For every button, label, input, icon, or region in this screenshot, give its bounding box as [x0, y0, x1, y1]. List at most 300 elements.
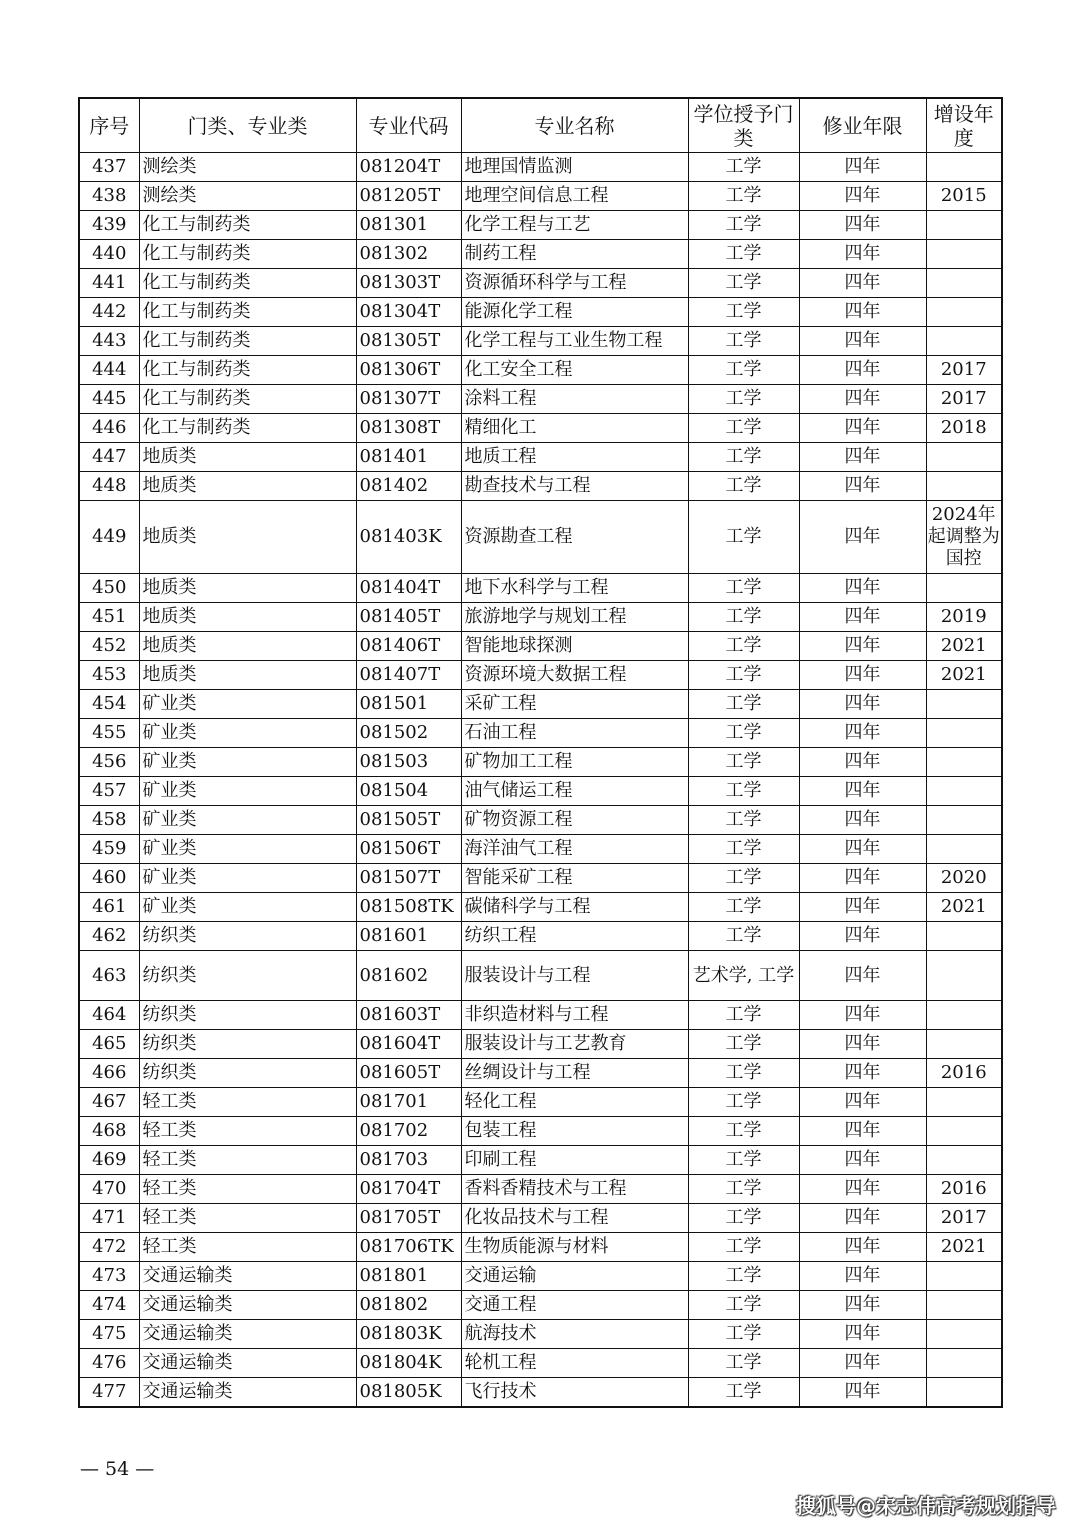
header-degree: 学位授予门类 [688, 98, 799, 153]
cell-added [926, 777, 1002, 806]
cell-added [926, 951, 1002, 1001]
cell-added [926, 1349, 1002, 1378]
cell-code: 081602 [356, 951, 461, 1001]
table-row [79, 690, 1002, 719]
cell-seq: 442 [79, 298, 139, 327]
cell-category: 矿业类 [139, 835, 356, 864]
cell-added: 2017 [926, 356, 1002, 385]
cell-degree: 工学 [688, 864, 799, 893]
header-category: 门类、专业类 [139, 98, 356, 153]
cell-category: 纺织类 [139, 1001, 356, 1030]
table-row [79, 385, 1002, 414]
cell-degree: 工学 [688, 632, 799, 661]
cell-name: 交通工程 [461, 1291, 688, 1320]
cell-added: 2018 [926, 414, 1002, 443]
cell-name: 非织造材料与工程 [461, 1001, 688, 1030]
cell-years: 四年 [799, 269, 926, 298]
cell-code: 081801 [356, 1262, 461, 1291]
cell-name: 化学工程与工业生物工程 [461, 327, 688, 356]
cell-added: 2016 [926, 1059, 1002, 1088]
cell-seq: 447 [79, 443, 139, 472]
cell-degree: 工学 [688, 269, 799, 298]
cell-code: 081304T [356, 298, 461, 327]
cell-category: 地质类 [139, 661, 356, 690]
cell-name: 智能地球探测 [461, 632, 688, 661]
cell-category: 轻工类 [139, 1117, 356, 1146]
cell-degree: 工学 [688, 298, 799, 327]
cell-category: 轻工类 [139, 1088, 356, 1117]
cell-years: 四年 [799, 1378, 926, 1407]
cell-seq: 476 [79, 1349, 139, 1378]
cell-name: 碳储科学与工程 [461, 893, 688, 922]
cell-years: 四年 [799, 1291, 926, 1320]
cell-added [926, 443, 1002, 472]
cell-added [926, 327, 1002, 356]
table-row [79, 182, 1002, 211]
table-row [79, 1146, 1002, 1175]
cell-seq: 449 [79, 501, 139, 574]
cell-category: 交通运输类 [139, 1291, 356, 1320]
cell-category: 轻工类 [139, 1204, 356, 1233]
cell-years: 四年 [799, 690, 926, 719]
cell-name: 旅游地学与规划工程 [461, 603, 688, 632]
cell-years: 四年 [799, 864, 926, 893]
cell-category: 轻工类 [139, 1146, 356, 1175]
cell-degree: 工学 [688, 153, 799, 182]
cell-degree: 工学 [688, 385, 799, 414]
cell-category: 交通运输类 [139, 1320, 356, 1349]
cell-code: 081301 [356, 211, 461, 240]
table-row [79, 472, 1002, 501]
cell-degree: 工学 [688, 1001, 799, 1030]
cell-degree: 工学 [688, 603, 799, 632]
cell-name: 化学工程与工艺 [461, 211, 688, 240]
cell-degree: 工学 [688, 1233, 799, 1262]
cell-code: 081603T [356, 1001, 461, 1030]
cell-code: 081303T [356, 269, 461, 298]
cell-degree: 工学 [688, 1291, 799, 1320]
cell-code: 081403K [356, 501, 461, 574]
cell-seq: 441 [79, 269, 139, 298]
table-body [79, 153, 1002, 1407]
cell-category: 纺织类 [139, 951, 356, 1001]
cell-seq: 445 [79, 385, 139, 414]
header-name: 专业名称 [461, 98, 688, 153]
cell-years: 四年 [799, 1001, 926, 1030]
cell-added [926, 472, 1002, 501]
cell-degree: 工学 [688, 1088, 799, 1117]
cell-degree: 工学 [688, 922, 799, 951]
cell-code: 081505T [356, 806, 461, 835]
cell-code: 081507T [356, 864, 461, 893]
cell-code: 081407T [356, 661, 461, 690]
table-header [79, 98, 1002, 153]
cell-name: 飞行技术 [461, 1378, 688, 1407]
cell-years: 四年 [799, 240, 926, 269]
cell-seq: 458 [79, 806, 139, 835]
cell-seq: 477 [79, 1378, 139, 1407]
cell-name: 能源化学工程 [461, 298, 688, 327]
cell-name: 轮机工程 [461, 1349, 688, 1378]
cell-years: 四年 [799, 603, 926, 632]
cell-name: 服装设计与工程 [461, 951, 688, 1001]
cell-code: 081302 [356, 240, 461, 269]
cell-seq: 471 [79, 1204, 139, 1233]
cell-seq: 446 [79, 414, 139, 443]
cell-category: 矿业类 [139, 806, 356, 835]
cell-name: 资源勘查工程 [461, 501, 688, 574]
cell-name: 地质工程 [461, 443, 688, 472]
cell-code: 081401 [356, 443, 461, 472]
cell-years: 四年 [799, 951, 926, 1001]
cell-degree: 工学 [688, 327, 799, 356]
cell-name: 采矿工程 [461, 690, 688, 719]
cell-degree: 工学 [688, 806, 799, 835]
cell-category: 地质类 [139, 472, 356, 501]
cell-code: 081306T [356, 356, 461, 385]
table-row [79, 777, 1002, 806]
cell-degree: 工学 [688, 1175, 799, 1204]
table-row [79, 414, 1002, 443]
cell-added [926, 1291, 1002, 1320]
table-row [79, 1262, 1002, 1291]
cell-degree: 工学 [688, 690, 799, 719]
cell-years: 四年 [799, 632, 926, 661]
table-row [79, 632, 1002, 661]
cell-added: 2020 [926, 864, 1002, 893]
cell-name: 化妆品技术与工程 [461, 1204, 688, 1233]
cell-years: 四年 [799, 1233, 926, 1262]
cell-name: 精细化工 [461, 414, 688, 443]
cell-name: 涂料工程 [461, 385, 688, 414]
cell-degree: 工学 [688, 211, 799, 240]
cell-years: 四年 [799, 211, 926, 240]
cell-name: 地理国情监测 [461, 153, 688, 182]
cell-years: 四年 [799, 385, 926, 414]
cell-added: 2021 [926, 661, 1002, 690]
cell-added [926, 1378, 1002, 1407]
cell-degree: 工学 [688, 748, 799, 777]
cell-seq: 437 [79, 153, 139, 182]
cell-added [926, 298, 1002, 327]
table-row [79, 1088, 1002, 1117]
cell-category: 化工与制药类 [139, 414, 356, 443]
watermark: 搜狐号@宋志伟高考规划指导 [796, 1494, 1056, 1518]
cell-added [926, 153, 1002, 182]
cell-added [926, 1320, 1002, 1349]
cell-code: 081501 [356, 690, 461, 719]
cell-category: 地质类 [139, 574, 356, 603]
cell-category: 交通运输类 [139, 1378, 356, 1407]
cell-category: 地质类 [139, 632, 356, 661]
cell-name: 智能采矿工程 [461, 864, 688, 893]
cell-seq: 452 [79, 632, 139, 661]
cell-years: 四年 [799, 472, 926, 501]
cell-years: 四年 [799, 1146, 926, 1175]
cell-years: 四年 [799, 1320, 926, 1349]
cell-years: 四年 [799, 327, 926, 356]
cell-added [926, 835, 1002, 864]
cell-added: 2016 [926, 1175, 1002, 1204]
cell-years: 四年 [799, 1175, 926, 1204]
cell-code: 081506T [356, 835, 461, 864]
table-row [79, 1378, 1002, 1407]
cell-code: 081402 [356, 472, 461, 501]
cell-added [926, 1117, 1002, 1146]
cell-added [926, 748, 1002, 777]
table-row [79, 1117, 1002, 1146]
table-row [79, 951, 1002, 1001]
cell-years: 四年 [799, 298, 926, 327]
table-row [79, 922, 1002, 951]
cell-name: 纺织工程 [461, 922, 688, 951]
cell-seq: 439 [79, 211, 139, 240]
cell-seq: 448 [79, 472, 139, 501]
cell-seq: 444 [79, 356, 139, 385]
cell-seq: 461 [79, 893, 139, 922]
cell-seq: 470 [79, 1175, 139, 1204]
table-row [79, 1291, 1002, 1320]
table-row [79, 327, 1002, 356]
cell-code: 081502 [356, 719, 461, 748]
cell-category: 矿业类 [139, 690, 356, 719]
cell-degree: 工学 [688, 574, 799, 603]
cell-degree: 工学 [688, 501, 799, 574]
cell-years: 四年 [799, 1204, 926, 1233]
cell-name: 地下水科学与工程 [461, 574, 688, 603]
cell-seq: 455 [79, 719, 139, 748]
table-row [79, 356, 1002, 385]
cell-name: 生物质能源与材料 [461, 1233, 688, 1262]
cell-category: 矿业类 [139, 893, 356, 922]
table-row [79, 269, 1002, 298]
table-row [79, 864, 1002, 893]
cell-added: 2021 [926, 1233, 1002, 1262]
table-row [79, 1059, 1002, 1088]
cell-category: 化工与制药类 [139, 356, 356, 385]
cell-name: 制药工程 [461, 240, 688, 269]
cell-category: 地质类 [139, 443, 356, 472]
cell-years: 四年 [799, 414, 926, 443]
cell-degree: 工学 [688, 777, 799, 806]
cell-degree: 工学 [688, 1262, 799, 1291]
cell-code: 081504 [356, 777, 461, 806]
cell-category: 化工与制药类 [139, 211, 356, 240]
cell-years: 四年 [799, 501, 926, 574]
cell-code: 081703 [356, 1146, 461, 1175]
cell-seq: 460 [79, 864, 139, 893]
cell-name: 矿物加工工程 [461, 748, 688, 777]
cell-degree: 工学 [688, 835, 799, 864]
cell-seq: 462 [79, 922, 139, 951]
cell-years: 四年 [799, 443, 926, 472]
cell-code: 081804K [356, 1349, 461, 1378]
cell-added [926, 1030, 1002, 1059]
cell-degree: 工学 [688, 1146, 799, 1175]
table-row [79, 1175, 1002, 1204]
table-row [79, 893, 1002, 922]
cell-category: 矿业类 [139, 719, 356, 748]
cell-code: 081305T [356, 327, 461, 356]
cell-added: 2017 [926, 1204, 1002, 1233]
cell-years: 四年 [799, 1117, 926, 1146]
cell-years: 四年 [799, 661, 926, 690]
cell-category: 交通运输类 [139, 1262, 356, 1291]
cell-degree: 工学 [688, 1059, 799, 1088]
table-row [79, 501, 1002, 574]
cell-seq: 457 [79, 777, 139, 806]
cell-code: 081701 [356, 1088, 461, 1117]
table-row [79, 298, 1002, 327]
cell-category: 化工与制药类 [139, 240, 356, 269]
cell-years: 四年 [799, 1262, 926, 1291]
cell-category: 矿业类 [139, 748, 356, 777]
cell-name: 石油工程 [461, 719, 688, 748]
cell-added [926, 269, 1002, 298]
cell-added [926, 574, 1002, 603]
cell-degree: 工学 [688, 1204, 799, 1233]
cell-category: 地质类 [139, 501, 356, 574]
cell-name: 香料香精技术与工程 [461, 1175, 688, 1204]
cell-seq: 473 [79, 1262, 139, 1291]
cell-code: 081404T [356, 574, 461, 603]
table-row [79, 806, 1002, 835]
cell-years: 四年 [799, 1349, 926, 1378]
cell-degree: 工学 [688, 1030, 799, 1059]
table-row [79, 1001, 1002, 1030]
table-row [79, 1204, 1002, 1233]
cell-added: 2015 [926, 182, 1002, 211]
table-row [79, 1030, 1002, 1059]
cell-category: 纺织类 [139, 922, 356, 951]
cell-seq: 451 [79, 603, 139, 632]
cell-degree: 工学 [688, 893, 799, 922]
header-years: 修业年限 [799, 98, 926, 153]
cell-years: 四年 [799, 893, 926, 922]
cell-years: 四年 [799, 182, 926, 211]
cell-name: 地理空间信息工程 [461, 182, 688, 211]
cell-seq: 459 [79, 835, 139, 864]
cell-years: 四年 [799, 777, 926, 806]
cell-code: 081601 [356, 922, 461, 951]
cell-degree: 工学 [688, 719, 799, 748]
cell-seq: 440 [79, 240, 139, 269]
cell-added [926, 806, 1002, 835]
cell-category: 纺织类 [139, 1059, 356, 1088]
cell-seq: 456 [79, 748, 139, 777]
cell-name: 矿物资源工程 [461, 806, 688, 835]
cell-degree: 工学 [688, 1117, 799, 1146]
cell-code: 081805K [356, 1378, 461, 1407]
cell-added [926, 211, 1002, 240]
cell-added [926, 1262, 1002, 1291]
table-row [79, 153, 1002, 182]
cell-seq: 467 [79, 1088, 139, 1117]
cell-degree: 工学 [688, 661, 799, 690]
cell-code: 081205T [356, 182, 461, 211]
cell-added [926, 1001, 1002, 1030]
table-row [79, 719, 1002, 748]
cell-seq: 464 [79, 1001, 139, 1030]
cell-name: 海洋油气工程 [461, 835, 688, 864]
cell-code: 081307T [356, 385, 461, 414]
cell-seq: 474 [79, 1291, 139, 1320]
cell-category: 轻工类 [139, 1233, 356, 1262]
cell-category: 轻工类 [139, 1175, 356, 1204]
cell-name: 丝绸设计与工程 [461, 1059, 688, 1088]
cell-code: 081508TK [356, 893, 461, 922]
page-number: — 54 — [80, 1458, 155, 1480]
cell-seq: 438 [79, 182, 139, 211]
cell-code: 081705T [356, 1204, 461, 1233]
cell-degree: 工学 [688, 1320, 799, 1349]
cell-category: 矿业类 [139, 864, 356, 893]
cell-seq: 468 [79, 1117, 139, 1146]
cell-seq: 466 [79, 1059, 139, 1088]
cell-years: 四年 [799, 748, 926, 777]
header-added: 增设年度 [926, 98, 1002, 153]
cell-years: 四年 [799, 806, 926, 835]
cell-added [926, 1146, 1002, 1175]
majors-table [78, 97, 1003, 1408]
cell-name: 服装设计与工艺教育 [461, 1030, 688, 1059]
cell-seq: 450 [79, 574, 139, 603]
cell-category: 化工与制药类 [139, 298, 356, 327]
cell-name: 包装工程 [461, 1117, 688, 1146]
cell-added [926, 240, 1002, 269]
cell-years: 四年 [799, 153, 926, 182]
table-row [79, 748, 1002, 777]
cell-category: 纺织类 [139, 1030, 356, 1059]
cell-added: 2019 [926, 603, 1002, 632]
cell-added: 2024年起调整为国控 [926, 501, 1002, 574]
cell-seq: 454 [79, 690, 139, 719]
cell-category: 化工与制药类 [139, 385, 356, 414]
cell-degree: 工学 [688, 1378, 799, 1407]
table-row [79, 835, 1002, 864]
cell-years: 四年 [799, 574, 926, 603]
cell-category: 交通运输类 [139, 1349, 356, 1378]
cell-name: 资源环境大数据工程 [461, 661, 688, 690]
cell-code: 081802 [356, 1291, 461, 1320]
cell-added: 2017 [926, 385, 1002, 414]
cell-name: 印刷工程 [461, 1146, 688, 1175]
table-row [79, 1349, 1002, 1378]
cell-code: 081406T [356, 632, 461, 661]
cell-years: 四年 [799, 356, 926, 385]
cell-degree: 工学 [688, 472, 799, 501]
cell-category: 测绘类 [139, 182, 356, 211]
cell-seq: 443 [79, 327, 139, 356]
cell-category: 测绘类 [139, 153, 356, 182]
cell-code: 081605T [356, 1059, 461, 1088]
cell-name: 油气储运工程 [461, 777, 688, 806]
cell-code: 081704T [356, 1175, 461, 1204]
cell-code: 081702 [356, 1117, 461, 1146]
cell-seq: 472 [79, 1233, 139, 1262]
cell-degree: 工学 [688, 414, 799, 443]
cell-years: 四年 [799, 1088, 926, 1117]
cell-code: 081503 [356, 748, 461, 777]
cell-seq: 475 [79, 1320, 139, 1349]
cell-name: 资源循环科学与工程 [461, 269, 688, 298]
cell-added: 2021 [926, 632, 1002, 661]
cell-seq: 463 [79, 951, 139, 1001]
cell-category: 地质类 [139, 603, 356, 632]
cell-degree: 工学 [688, 443, 799, 472]
cell-code: 081604T [356, 1030, 461, 1059]
cell-name: 交通运输 [461, 1262, 688, 1291]
